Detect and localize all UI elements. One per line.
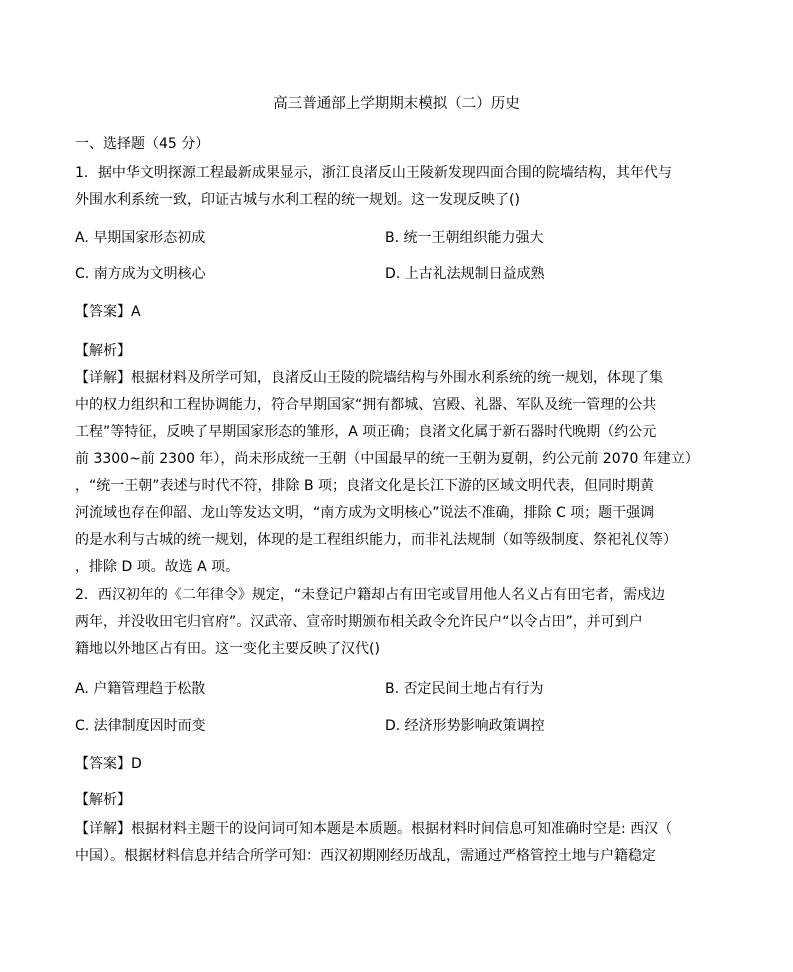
q2-option-d: D. 经济形势影响政策调控	[385, 718, 545, 734]
q2-stem-line-3: 籍地以外地区占有田。这一变化主要反映了汉代()	[75, 641, 380, 657]
q1-analysis-line-7: 的是水利与古城的统一规划，体现的是工程组织能力，而非礼法规制（如等级制度、祭祀礼仪等）	[75, 532, 677, 548]
q1-stem-line-1: 1．据中华文明探源工程最新成果显示，浙江良渚反山王陵新发现四面合围的院墙结构，其年代与	[75, 165, 672, 181]
q1-analysis-line-2: 中的权力组织和工程协调能力，符合早期国家“拥有都城、宫殿、礼器、军队及统一管理的公共	[75, 397, 657, 413]
q1-stem-line-2: 外围水利系统一致，印证古城与水利工程的统一规划。这一发现反映了()	[75, 192, 520, 208]
q1-option-d: D. 上古礼法规制日益成熟	[385, 266, 545, 282]
q1-answer: 【答案】A	[75, 304, 141, 320]
q1-analysis-line-4: 前 3300~前 2300 年），尚未形成统一王朝（中国最早的统一王朝为夏朝，约公元前 2070 年建立）	[75, 451, 699, 467]
q2-answer: 【答案】D	[75, 756, 142, 772]
q1-analysis-line-8: ，排除 D 项。故选 A 项。	[75, 559, 240, 575]
q2-stem-line-1: 2．西汉初年的《二年律令》规定，“未登记户籍却占有田宅或冒用他人名义占有田宅者，需戍边	[75, 587, 666, 603]
q2-option-c: C. 法律制度因时而变	[75, 718, 206, 734]
q1-analysis-line-1: 【详解】根据材料及所学可知，良渚反山王陵的院墙结构与外围水利系统的统一规划，体现了集	[75, 370, 663, 386]
q1-option-a: A. 早期国家形态初成	[75, 230, 206, 246]
section-heading: 一、选择题（45 分）	[75, 136, 210, 152]
q2-analysis-line-2: 中国）。根据材料信息并结合所学可知：西汉初期刚经历战乱，需通过严格管控土地与户籍稳定	[75, 848, 656, 864]
q1-analysis-label: 【解析】	[75, 343, 131, 359]
q1-analysis-line-5: ，“统一王朝”表述与时代不符，排除 B 项；良渚文化是长江下游的区域文明代表，但同时期黄	[75, 478, 655, 494]
q1-analysis-line-3: 工程”等特征，反映了早期国家形态的雏形，A 项正确；良渚文化属于新石器时代晚期（约公元	[75, 424, 657, 440]
page-title: 高三普通部上学期期末模拟（二）历史	[273, 96, 520, 112]
q2-option-b: B. 否定民间土地占有行为	[385, 681, 544, 697]
q2-analysis-line-1: 【详解】根据材料主题干的设问词可知本题是本质题。根据材料时间信息可知准确时空是: 西汉（	[75, 821, 673, 837]
q1-analysis-line-6: 河流域也存在仰韶、龙山等发达文明，“南方成为文明核心”说法不准确，排除 C 项；题干强调	[75, 505, 655, 521]
q2-option-a: A. 户籍管理趋于松散	[75, 681, 206, 697]
q1-option-b: B. 统一王朝组织能力强大	[385, 230, 544, 246]
q2-analysis-label: 【解析】	[75, 792, 131, 808]
q1-option-c: C. 南方成为文明核心	[75, 266, 206, 282]
q2-stem-line-2: 两年，并没收田宅归官府”。汉武帝、宣帝时期颁布相关政令允许民户“以令占田”，并可到户	[75, 614, 643, 630]
